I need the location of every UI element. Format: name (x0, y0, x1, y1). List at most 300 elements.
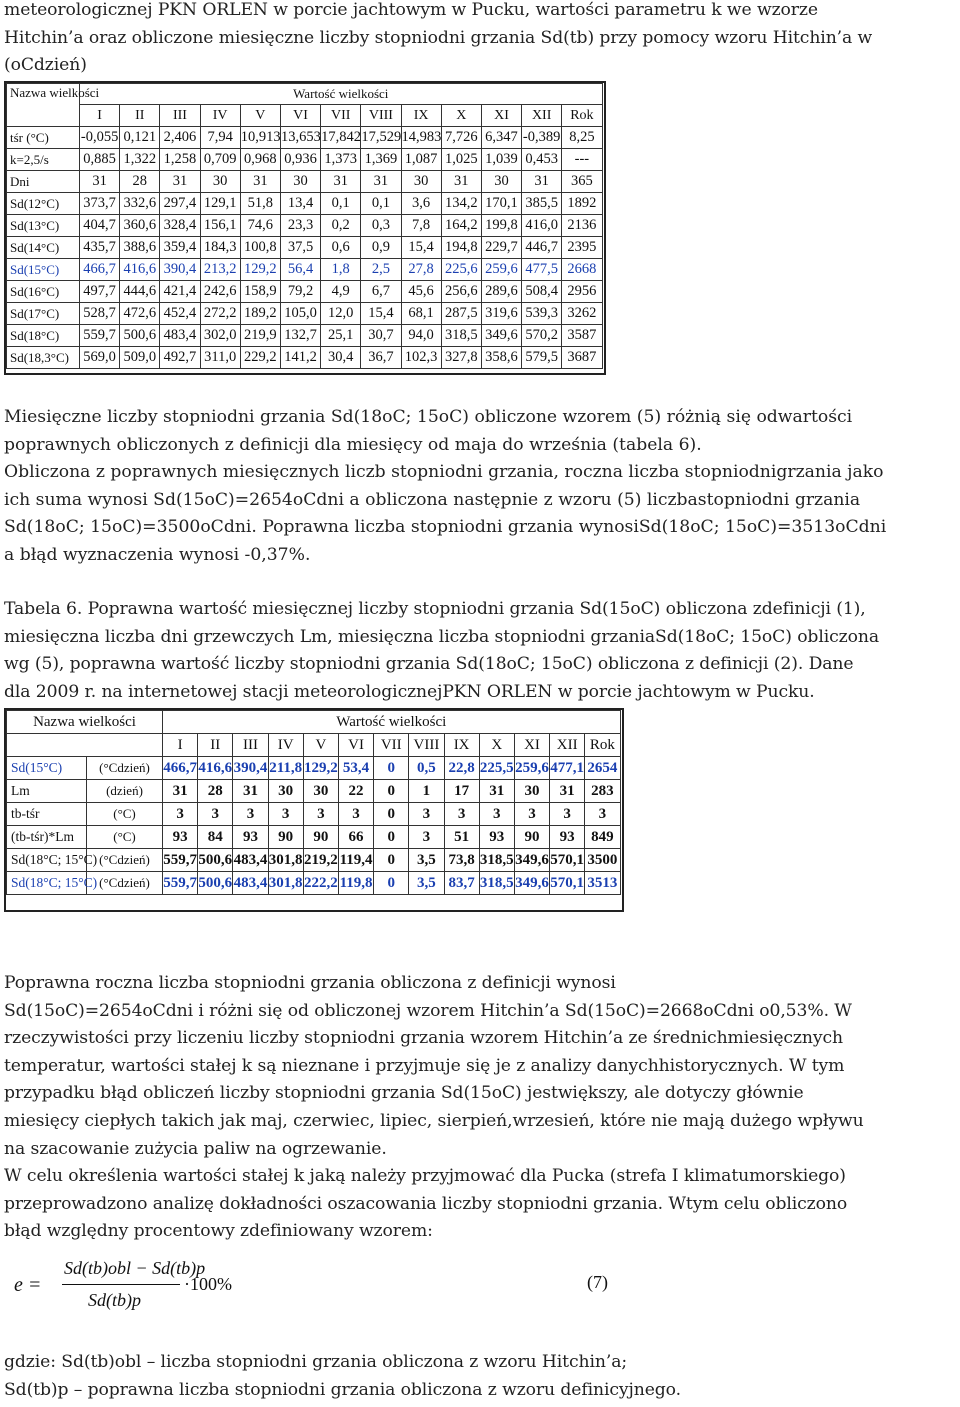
column-header: VII (321, 105, 361, 127)
column-header: X (441, 105, 481, 127)
column-header: XI (481, 105, 521, 127)
column-header: X (479, 734, 514, 757)
table-cell: 94,0 (401, 325, 441, 347)
table-cell: 0,2 (321, 215, 361, 237)
table-cell: 100,8 (240, 237, 280, 259)
table-cell: 435,7 (80, 237, 120, 259)
table-corner-header: Nazwa wielkości (7, 84, 80, 127)
table-row (7, 347, 603, 369)
text-line: Hitchin’a oraz obliczone miesięczne liczby stopniodni grzania Sd(tb) przy pomocy wzoru Hitchin’a w (4, 27, 873, 48)
table-cell: 0,6 (321, 237, 361, 259)
table-cell: 0,885 (80, 149, 120, 171)
formula-lhs: e = (14, 1274, 42, 1296)
table-cell: 4,9 (321, 281, 361, 303)
table-cell: 45,6 (401, 281, 441, 303)
row-label: (tb-tśr)*Lm (7, 826, 87, 849)
table-cell: 1,373 (321, 149, 361, 171)
table-cell: 74,6 (240, 215, 280, 237)
table-cell: 483,4 (160, 325, 200, 347)
table-cell: 134,2 (441, 193, 481, 215)
table-cell: 17,529 (361, 127, 401, 149)
text-line: meteorologicznej PKN ORLEN w porcie jachtowym w Pucku, wartości parametru k we wzorze (4, 0, 818, 20)
column-header: I (80, 105, 120, 127)
table-cell: 327,8 (441, 347, 481, 369)
table-cell: 259,6 (481, 259, 521, 281)
table-cell: 0 (374, 849, 409, 872)
table-cell: 569,0 (80, 347, 120, 369)
table1 (6, 83, 603, 369)
table-cell: 452,4 (160, 303, 200, 325)
row-label: k=2,5/s (7, 149, 80, 171)
column-header: I (163, 734, 198, 757)
table-cell: 105,0 (280, 303, 320, 325)
text-line: ich suma wynosi Sd(15oC)=2654oCdni a obliczona następnie z wzoru (5) liczbastopniodni grzania (4, 489, 861, 510)
column-header: II (198, 734, 233, 757)
table-cell: 7,94 (200, 127, 240, 149)
table-cell: -0,055 (80, 127, 120, 149)
text-line: Sd(15oC)=2654oCdni i różni się od obliczonej wzorem Hitchin’a Sd(15oC)=2668oCdni o0,53%. W (4, 1000, 852, 1021)
text-line: przeprowadzono analizę dokładności oszacowania liczby stopniodni grzania. Wtym celu obliczono (4, 1193, 848, 1214)
table-cell: 365 (562, 171, 602, 193)
table-cell: 30 (481, 171, 521, 193)
table-cell: 22 (338, 780, 373, 803)
table-cell: 385,5 (522, 193, 562, 215)
table-cell: 2956 (562, 281, 602, 303)
intro-paragraph (4, 0, 959, 80)
text-line: Obliczona z poprawnych miesięcznych liczb stopniodni grzania, roczna liczba stopniodnigrzania jako (4, 462, 884, 483)
table-cell: 30 (401, 171, 441, 193)
table-cell: 3 (444, 803, 479, 826)
table-cell: 23,3 (280, 215, 320, 237)
formula-numerator: Sd(tb)obl − Sd(tb)p (64, 1258, 206, 1278)
table-cell: 31 (233, 780, 268, 803)
table-cell: 30 (303, 780, 338, 803)
column-header: II (120, 105, 160, 127)
column-header: XII (550, 734, 585, 757)
table-cell: 0 (374, 780, 409, 803)
table-cell: 3 (268, 803, 303, 826)
table-cell: 390,4 (233, 757, 268, 780)
column-header: VII (374, 734, 409, 757)
table-cell: 0,1 (361, 193, 401, 215)
text-line: poprawnych obliczonych z definicji dla miesięcy od maja do września (tabela 6). (4, 434, 702, 455)
table-cell: 416,6 (198, 757, 233, 780)
table-cell: 30,4 (321, 347, 361, 369)
table-row (7, 259, 603, 281)
table-cell: 3 (514, 803, 549, 826)
table-cell: 570,2 (522, 325, 562, 347)
table-cell: 31 (522, 171, 562, 193)
table-cell: 3 (409, 803, 444, 826)
table-cell: 3,6 (401, 193, 441, 215)
table-cell: 444,6 (120, 281, 160, 303)
table-cell: 3 (585, 803, 620, 826)
table-cell: 390,4 (160, 259, 200, 281)
table-cell: 102,3 (401, 347, 441, 369)
table-cell: 0,936 (280, 149, 320, 171)
column-header: Rok (585, 734, 620, 757)
table-cell: 297,4 (160, 193, 200, 215)
table-cell: 3 (479, 803, 514, 826)
table-cell: 849 (585, 826, 620, 849)
table-cell: 170,1 (481, 193, 521, 215)
table-cell: 0,3 (361, 215, 401, 237)
table-cell: 0,453 (522, 149, 562, 171)
table-row (7, 780, 621, 803)
table-cell: 318,5 (479, 849, 514, 872)
table-cell: 37,5 (280, 237, 320, 259)
table-cell: 28 (120, 171, 160, 193)
table-cell: 156,1 (200, 215, 240, 237)
table-cell: 301,8 (268, 849, 303, 872)
table-cell: 51,8 (240, 193, 280, 215)
table-cell: 349,6 (481, 325, 521, 347)
table-cell: 359,4 (160, 237, 200, 259)
table-cell: 56,4 (280, 259, 320, 281)
table-cell: 8,25 (562, 127, 602, 149)
table-cell: 0 (374, 826, 409, 849)
table-cell: 570,1 (550, 872, 585, 895)
table-cell: 472,6 (120, 303, 160, 325)
table-cell: 6,7 (361, 281, 401, 303)
paragraph-2 (4, 970, 959, 1246)
table-cell: 0 (374, 803, 409, 826)
table-cell: 539,3 (522, 303, 562, 325)
table-cell: 311,0 (200, 347, 240, 369)
table-cell: 466,7 (163, 757, 198, 780)
table-cell: 73,8 (444, 849, 479, 872)
text-line: miesięcy ciepłych takich jak maj, czerwiec, lipiec, sierpień,wrzesień, które nie mają dużego wpływu (4, 1110, 864, 1131)
table-cell: 10,913 (240, 127, 280, 149)
column-header: V (303, 734, 338, 757)
column-header: IV (268, 734, 303, 757)
table-row (7, 171, 603, 193)
table-cell: 283 (585, 780, 620, 803)
column-header: III (160, 105, 200, 127)
row-unit: (dzień) (87, 780, 163, 803)
table-cell: 84 (198, 826, 233, 849)
table-cell: 0,5 (409, 757, 444, 780)
table-cell: 349,6 (514, 849, 549, 872)
table-cell: 287,5 (441, 303, 481, 325)
text-line: miesięczna liczba dni grzewczych Lm, miesięczna liczba stopniodni grzaniaSd(18oC; 15oC) obliczona (4, 626, 879, 647)
table-cell: 289,6 (481, 281, 521, 303)
table-cell: 219,2 (303, 849, 338, 872)
table-cell: 93 (479, 826, 514, 849)
table-cell: 1,087 (401, 149, 441, 171)
table-cell: 14,983 (401, 127, 441, 149)
table-cell: 15,4 (361, 303, 401, 325)
table-cell: 272,2 (200, 303, 240, 325)
table-cell: 83,7 (444, 872, 479, 895)
table-cell: 25,1 (321, 325, 361, 347)
table-cell: 68,1 (401, 303, 441, 325)
table-cell: 2395 (562, 237, 602, 259)
table-cell: 0,9 (361, 237, 401, 259)
table-cell: 90 (303, 826, 338, 849)
table-cell: 119,8 (338, 872, 373, 895)
table-cell: 28 (198, 780, 233, 803)
row-unit: (°Cdzień) (87, 849, 163, 872)
table-cell: -0,389 (522, 127, 562, 149)
table-group-header: Wartość wielkości (80, 84, 603, 105)
column-header: IX (444, 734, 479, 757)
table-cell: 318,5 (479, 872, 514, 895)
table-row (7, 149, 603, 171)
table-cell: 360,6 (120, 215, 160, 237)
table-cell: 3 (233, 803, 268, 826)
table-cell: 2668 (562, 259, 602, 281)
table-cell: 229,7 (481, 237, 521, 259)
table-cell: 53,4 (338, 757, 373, 780)
table-row (7, 281, 603, 303)
table-cell: 0 (374, 757, 409, 780)
table-row (7, 303, 603, 325)
equation-number: (7) (587, 1272, 608, 1292)
table-cell: 497,7 (80, 281, 120, 303)
table-cell: 319,6 (481, 303, 521, 325)
table-cell: 30 (200, 171, 240, 193)
table-cell: 3 (409, 826, 444, 849)
table-cell: 1,258 (160, 149, 200, 171)
table-cell: 328,4 (160, 215, 200, 237)
column-header: VIII (409, 734, 444, 757)
table-cell: 477,1 (550, 757, 585, 780)
table-group-header: Wartość wielkości (163, 711, 621, 734)
table-cell: 213,2 (200, 259, 240, 281)
table-cell: 559,7 (163, 872, 198, 895)
table-row (7, 757, 621, 780)
table-cell: 483,4 (233, 872, 268, 895)
table-cell: 0,968 (240, 149, 280, 171)
table-row (7, 872, 621, 895)
table-cell: 17 (444, 780, 479, 803)
table-cell: 7,726 (441, 127, 481, 149)
table-cell: 388,6 (120, 237, 160, 259)
table-cell: 164,2 (441, 215, 481, 237)
text-line: rzeczywistości przy liczeniu liczby stopniodni grzania wzorem Hitchin’a ze średnichmiesięcznych (4, 1028, 843, 1049)
table-cell: 31 (550, 780, 585, 803)
table-cell: 31 (441, 171, 481, 193)
table-cell: 500,6 (198, 849, 233, 872)
row-label: Sd(15°C) (7, 259, 80, 281)
table-cell: 13,4 (280, 193, 320, 215)
table-cell: 3500 (585, 849, 620, 872)
table-corner-header: Nazwa wielkości (7, 711, 163, 734)
table-cell: 3587 (562, 325, 602, 347)
row-label: Sd(16°C) (7, 281, 80, 303)
table-cell: 1,8 (321, 259, 361, 281)
table-cell: 132,7 (280, 325, 320, 347)
column-header: Rok (562, 105, 602, 127)
table-cell: 2654 (585, 757, 620, 780)
table-cell: 22,8 (444, 757, 479, 780)
table-cell: 30 (280, 171, 320, 193)
table-cell: 2136 (562, 215, 602, 237)
table-cell: 222,2 (303, 872, 338, 895)
table-cell: 3 (303, 803, 338, 826)
table-cell: 301,8 (268, 872, 303, 895)
formula-factor: ·100% (184, 1274, 232, 1294)
text-line: a błąd wyznaczenia wynosi -0,37%. (4, 544, 311, 565)
table-cell: 199,8 (481, 215, 521, 237)
row-label: tb-tśr (7, 803, 87, 826)
table-cell: 141,2 (280, 347, 320, 369)
row-label: Sd(15°C) (7, 757, 87, 780)
row-label: Sd(13°C) (7, 215, 80, 237)
column-header: IX (401, 105, 441, 127)
table-cell: 36,7 (361, 347, 401, 369)
table-cell: 509,0 (120, 347, 160, 369)
text-line: Poprawna roczna liczba stopniodni grzania obliczona z definicji wynosi (4, 973, 616, 993)
text-line: (oCdzień) (4, 55, 87, 76)
table-cell: 31 (361, 171, 401, 193)
table-cell: 93 (550, 826, 585, 849)
table-cell: 3 (198, 803, 233, 826)
table-cell: 30 (514, 780, 549, 803)
text-line: Sd(tb)p – poprawna liczba stopniodni grzania obliczona z wzoru definicyjnego. (4, 1379, 681, 1400)
table-cell: 31 (479, 780, 514, 803)
table-cell: 15,4 (401, 237, 441, 259)
table-row (7, 215, 603, 237)
table-cell: 129,2 (303, 757, 338, 780)
table-cell: 1892 (562, 193, 602, 215)
table-cell: 211,8 (268, 757, 303, 780)
column-header: VI (338, 734, 373, 757)
table2 (6, 710, 621, 895)
column-header: VIII (361, 105, 401, 127)
table-cell: 1 (409, 780, 444, 803)
table-cell: 492,7 (160, 347, 200, 369)
table-cell: 17,842 (321, 127, 361, 149)
column-header: V (240, 105, 280, 127)
table-cell: 2,406 (160, 127, 200, 149)
table-cell: 332,6 (120, 193, 160, 215)
text-line: na szacowanie zużycia paliw na ogrzewanie. (4, 1138, 387, 1159)
table-cell: 158,9 (240, 281, 280, 303)
column-header: VI (280, 105, 320, 127)
table-cell: 302,0 (200, 325, 240, 347)
table-cell: 404,7 (80, 215, 120, 237)
table-cell: 79,2 (280, 281, 320, 303)
table-cell: 259,6 (514, 757, 549, 780)
table-cell: 7,8 (401, 215, 441, 237)
table-cell: --- (562, 149, 602, 171)
table-cell: 184,3 (200, 237, 240, 259)
table-cell: 242,6 (200, 281, 240, 303)
table-cell: 225,5 (479, 757, 514, 780)
text-line: W celu określenia wartości stałej k jaką należy przyjmować dla Pucka (strefa I klimatumorskiego) (4, 1166, 846, 1187)
table-cell: 93 (233, 826, 268, 849)
row-unit: (°C) (87, 826, 163, 849)
table-cell: 421,4 (160, 281, 200, 303)
table-cell: 3 (163, 803, 198, 826)
text-line: Sd(18oC; 15oC)=3500oCdni. Poprawna liczba stopniodni grzania wynosiSd(18oC; 15oC)=3513oCdni (4, 517, 887, 538)
row-unit: (°Cdzień) (87, 872, 163, 895)
table-cell: 0,1 (321, 193, 361, 215)
table-cell: 31 (163, 780, 198, 803)
table-row (7, 803, 621, 826)
row-label: Sd(18,3°C) (7, 347, 80, 369)
table-cell: 446,7 (522, 237, 562, 259)
table-row (7, 127, 603, 149)
paragraph-1 (4, 404, 959, 570)
table-cell: 416,6 (120, 259, 160, 281)
paragraph-3 (4, 1349, 959, 1404)
table-cell: 90 (514, 826, 549, 849)
table-cell: 3513 (585, 872, 620, 895)
table-cell: 31 (240, 171, 280, 193)
table-row (7, 193, 603, 215)
table-cell: 194,8 (441, 237, 481, 259)
table-cell: 219,9 (240, 325, 280, 347)
table-cell: 318,5 (441, 325, 481, 347)
row-unit: (°C) (87, 803, 163, 826)
table-cell: 416,0 (522, 215, 562, 237)
table6-caption (4, 596, 959, 706)
table-cell: 1,322 (120, 149, 160, 171)
table-cell: 3,5 (409, 872, 444, 895)
table-row (7, 849, 621, 872)
formula-denominator: Sd(tb)p (88, 1290, 141, 1310)
table-cell: 6,347 (481, 127, 521, 149)
table-cell: 90 (268, 826, 303, 849)
header-spacer (7, 734, 163, 757)
table-cell: 129,2 (240, 259, 280, 281)
table-row (7, 237, 603, 259)
table-cell: 12,0 (321, 303, 361, 325)
table-cell: 13,653 (280, 127, 320, 149)
text-line: błąd względny procentowy zdefiniowany wzorem: (4, 1221, 433, 1242)
row-label: Sd(18°C; 15°C) (7, 872, 87, 895)
table-cell: 30,7 (361, 325, 401, 347)
table-cell: 0 (374, 872, 409, 895)
column-header: IV (200, 105, 240, 127)
table-cell: 31 (80, 171, 120, 193)
table-cell: 349,6 (514, 872, 549, 895)
table-cell: 0,121 (120, 127, 160, 149)
text-line: przypadku błąd obliczeń liczby stopniodni grzania Sd(15oC) jestwiększy, ale dotyczy głównie (4, 1083, 804, 1104)
table-cell: 31 (321, 171, 361, 193)
table-cell: 466,7 (80, 259, 120, 281)
table-cell: 2,5 (361, 259, 401, 281)
table-cell: 500,6 (120, 325, 160, 347)
row-label: tśr (°C) (7, 127, 80, 149)
text-line: temperatur, wartości stałej k są nieznane i przyjmuje się je z analizy danychhistorycznych. W tym (4, 1055, 845, 1076)
table-cell: 66 (338, 826, 373, 849)
row-label: Dni (7, 171, 80, 193)
relative-error-formula (10, 1258, 610, 1324)
table-cell: 1,369 (361, 149, 401, 171)
table-cell: 373,7 (80, 193, 120, 215)
table-cell: 30 (268, 780, 303, 803)
table-cell: 189,2 (240, 303, 280, 325)
table-cell: 559,7 (80, 325, 120, 347)
table-cell: 3 (338, 803, 373, 826)
table-cell: 3262 (562, 303, 602, 325)
text-line: gdzie: Sd(tb)obl – liczba stopniodni grzania obliczona z wzoru Hitchin’a; (4, 1352, 628, 1372)
text-line: wg (5), poprawna wartość liczby stopniodni grzania Sd(18oC; 15oC) obliczona z definicji (2). Dane (4, 654, 854, 675)
table-cell: 256,6 (441, 281, 481, 303)
table-row (7, 325, 603, 347)
table-cell: 27,8 (401, 259, 441, 281)
text-line: dla 2009 r. na internetowej stacji meteorologicznejPKN ORLEN w porcie jachtowym w Pucku. (4, 681, 815, 702)
column-header: XI (514, 734, 549, 757)
table-cell: 483,4 (233, 849, 268, 872)
row-label: Sd(14°C) (7, 237, 80, 259)
row-label: Sd(17°C) (7, 303, 80, 325)
table-cell: 93 (163, 826, 198, 849)
